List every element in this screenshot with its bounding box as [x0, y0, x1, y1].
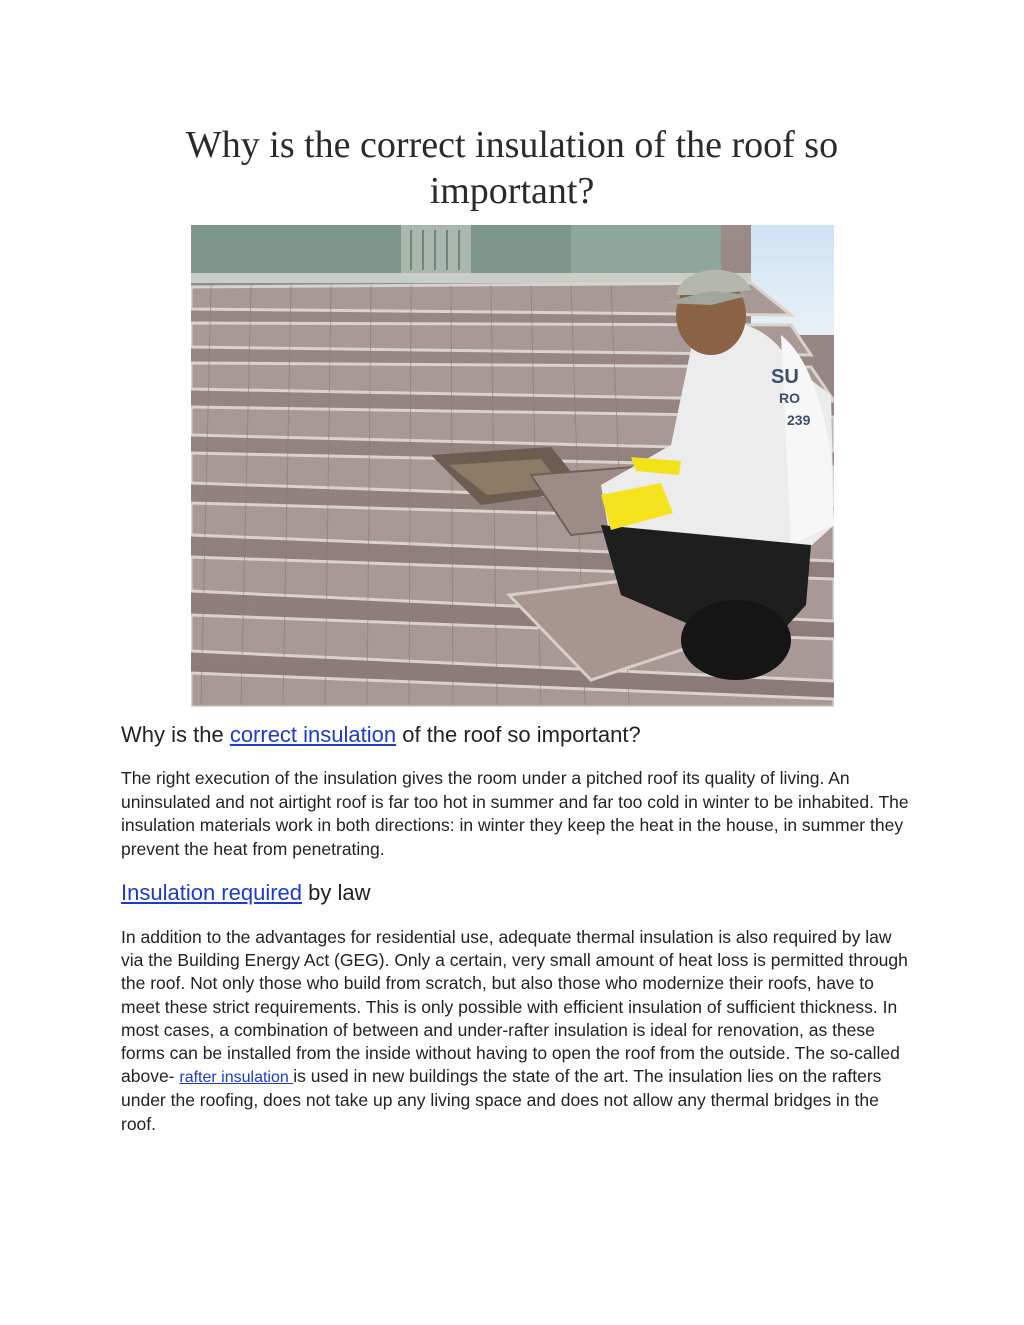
insulation-required-link[interactable]: Insulation required	[121, 880, 303, 905]
heading-text: of the roof so important?	[396, 722, 641, 747]
section-heading-law	[121, 878, 921, 908]
page-title: Why is the correct insulation of the roof so important?	[185, 124, 839, 212]
body-text: is used in new buildings the state of the art. The insulation lies on the rafters under the roofing, does not take up any living space and does not allow any thermal bridges in the roof.	[121, 1066, 882, 1134]
rafter-insulation-link[interactable]: rafter insulation	[179, 1069, 294, 1087]
svg-text:RO: RO	[779, 390, 800, 406]
svg-text:SU: SU	[771, 366, 799, 388]
heading-text: Why is the	[121, 722, 230, 747]
roofer-replacing-tiles-photo	[191, 225, 834, 707]
heading-text: by law	[302, 880, 371, 905]
body-text: In addition to the advantages for residential use, adequate thermal insulation is also required by law via the Building Energy Act (GEG). Only a certain, very small amount of heat loss is permitted through the roof. Not only those who build from scratch, but also those who modernize their roofs, have to meet these strict requirements. This is only possible with efficient insulation of sufficient thickness. In most cases, a combination of between and under-rafter insulation is ideal for renovation, as these forms can be installed from the inside without having to open the roof from the outside. The so-called above-	[121, 927, 908, 1087]
correct-insulation-link[interactable]: correct insulation	[229, 722, 397, 747]
section-heading-importance	[121, 720, 921, 750]
svg-text:239: 239	[787, 412, 811, 428]
section-body-importance: The right execution of the insulation gives the room under a pitched roof its quality of living. An uninsulated and not airtight roof is far too hot in summer and far too cold in winter to be inhabited. The insulation materials work in both directions: in winter they keep the heat in the house, in summer they prevent the heat from penetrating.	[121, 768, 909, 859]
section-body-law	[121, 926, 911, 1136]
